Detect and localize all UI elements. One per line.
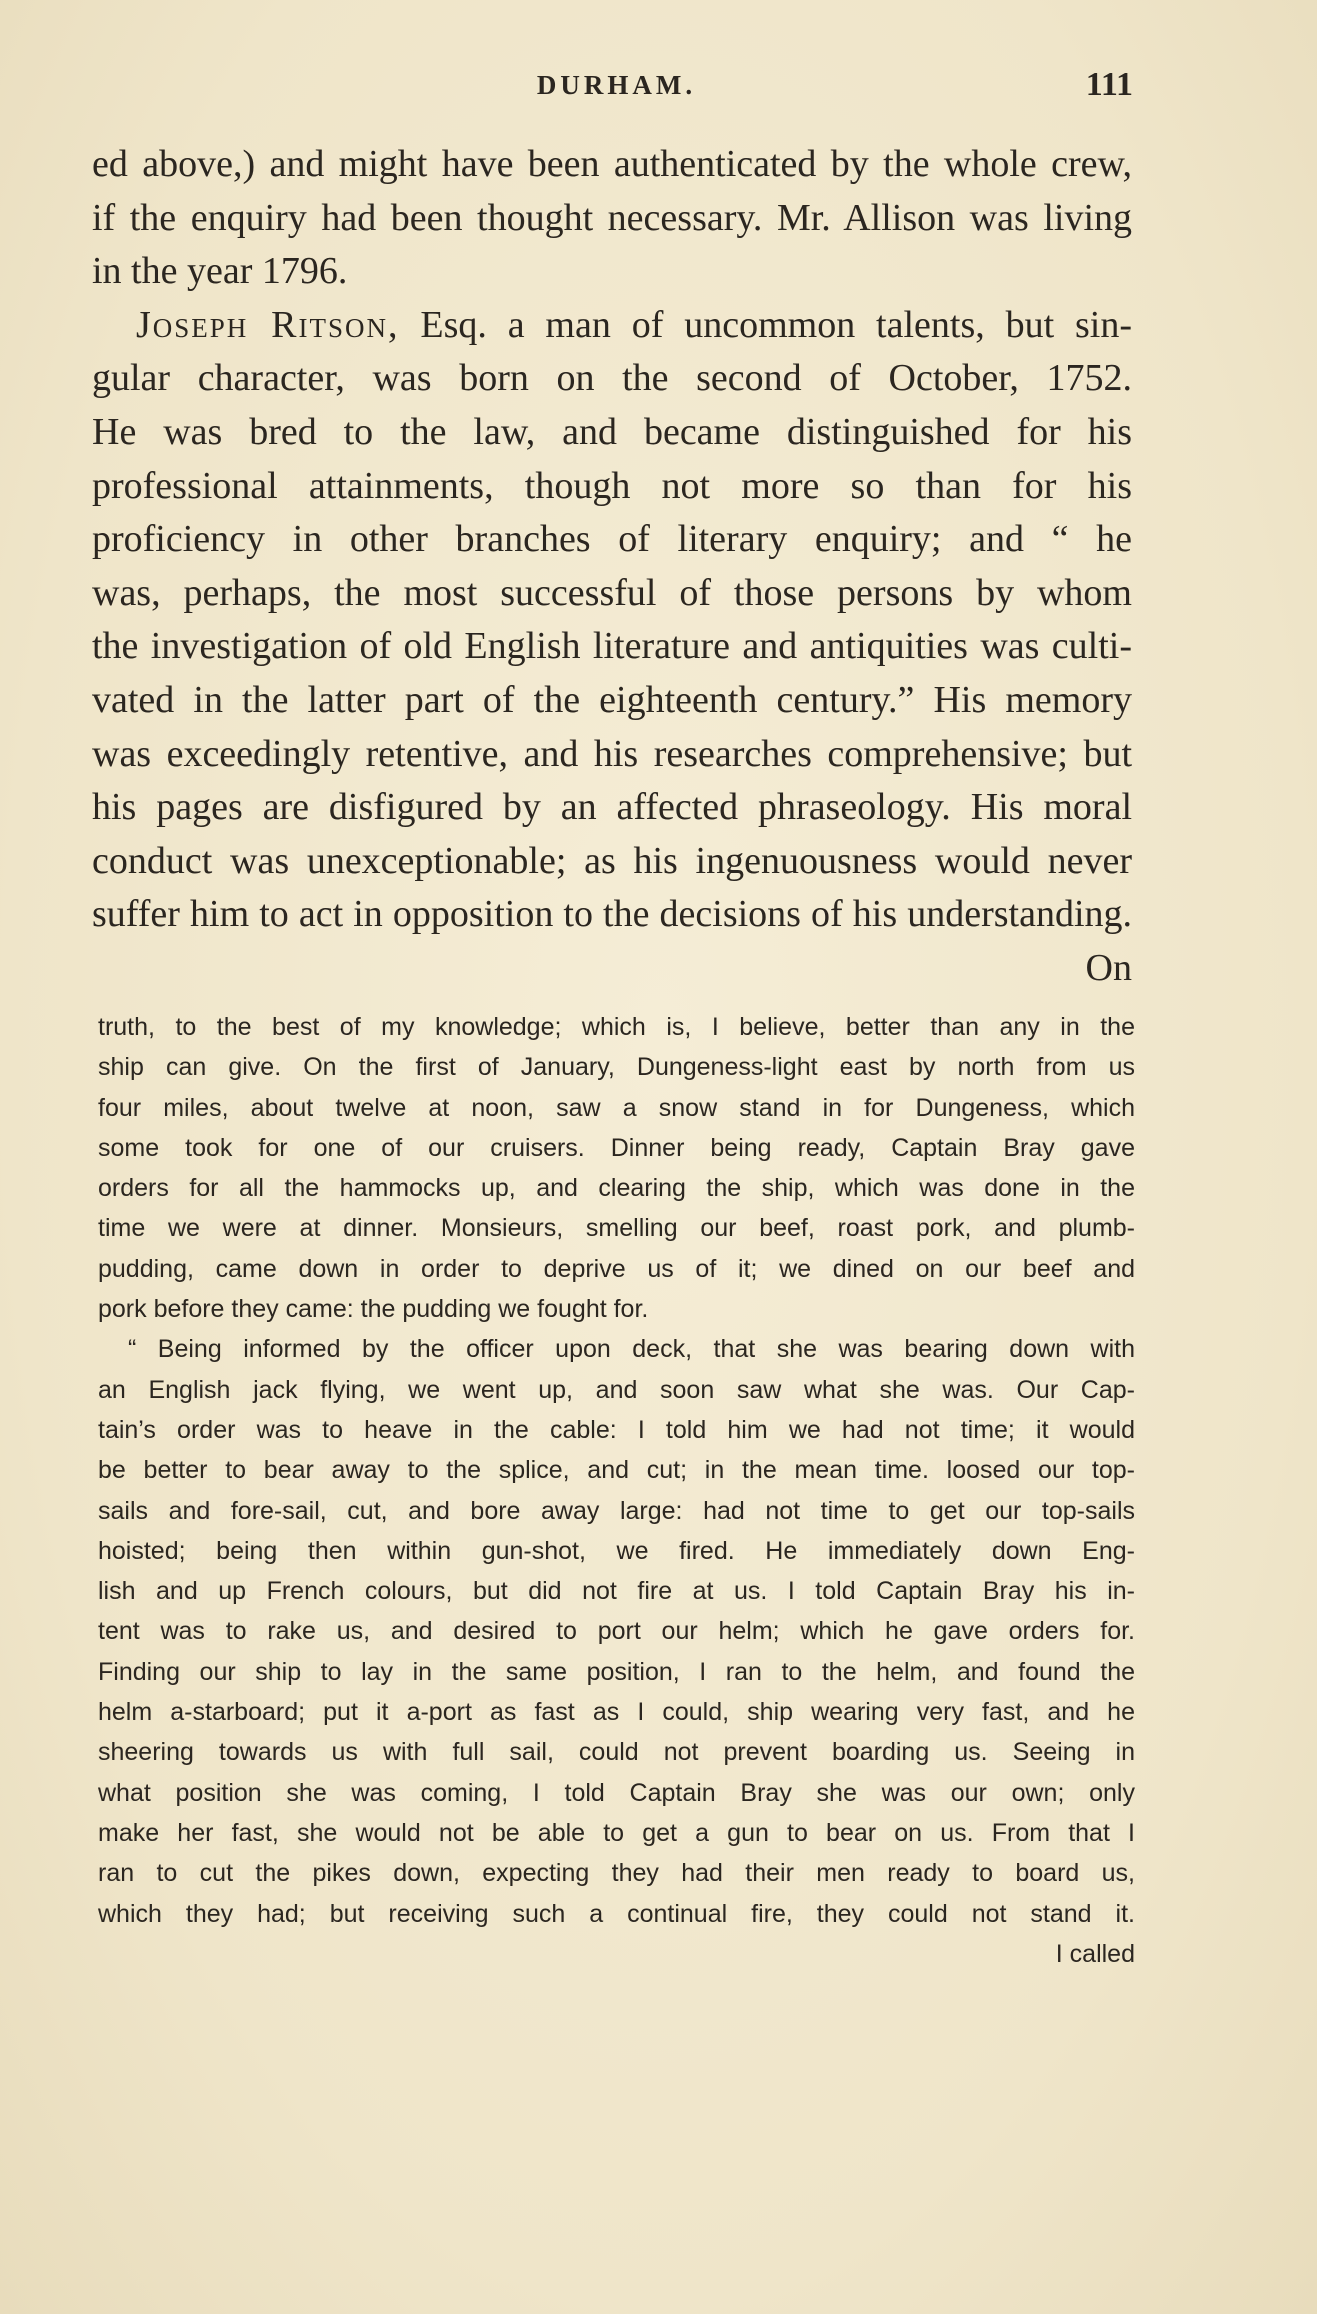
footnote-line: “ Being informed by the officer upon deck, that she was bearing down with	[128, 1335, 1135, 1364]
main-text-line-rest: Esq. a man of uncommon talents, but sin-	[399, 303, 1132, 346]
footnote-line: four miles, about twelve at noon, saw a snow stand in for Dungeness, which	[98, 1093, 1135, 1122]
footnote-line: which they had; but receiving such a continual fire, they could not stand it.	[98, 1899, 1135, 1928]
footnote-line: sheering towards us with full sail, could not prevent boarding us. Seeing in	[98, 1738, 1135, 1767]
footnote-line: Finding our ship to lay in the same position, I ran to the helm, and found the	[98, 1657, 1135, 1686]
main-text-line: professional attainments, though not more so than for his	[92, 464, 1132, 507]
main-text-line: ed above,) and might have been authenticated by the whole crew,	[92, 143, 1132, 185]
footnote-line: pork before they came: the pudding we fought for.	[98, 1295, 649, 1324]
main-text-line: vated in the latter part of the eighteenth century.” His memory	[92, 678, 1132, 721]
main-text-line: the investigation of old English literature and antiquities was culti-	[92, 625, 1132, 668]
running-head	[100, 66, 1133, 110]
person-name-ritson: Joseph Ritson,	[136, 303, 400, 346]
footnote-line: make her fast, she would not be able to get a gun to bear on us. From that I	[98, 1818, 1135, 1847]
footnote-line: ran to cut the pikes down, expecting they had their men ready to board us,	[98, 1859, 1135, 1888]
footnote-line: orders for all the hammocks up, and clearing the ship, which was done in the	[98, 1174, 1135, 1203]
footnote-line: what position she was coming, I told Captain Bray she was our own; only	[98, 1778, 1135, 1807]
footnote-catchword: I called	[1055, 1939, 1135, 1968]
main-text-line: in the year 1796.	[92, 250, 348, 293]
page-number: 111	[1085, 66, 1133, 103]
main-text-line: if the enquiry had been thought necessary. Mr. Allison was living	[92, 196, 1132, 239]
footnote-line: an English jack flying, we went up, and soon saw what she was. Our Cap-	[98, 1375, 1135, 1404]
footnote-line: truth, to the best of my knowledge; which is, I believe, better than any in the	[98, 1013, 1135, 1041]
main-text-line: conduct was unexceptionable; as his ingenuousness would never	[92, 839, 1132, 882]
main-text-block	[92, 138, 1132, 996]
footnote-block	[98, 1007, 1135, 1974]
catchword: On	[1085, 946, 1132, 989]
footnote-line: hoisted; being then within gun-shot, we fired. He immediately down Eng-	[98, 1536, 1135, 1565]
main-text-line: gular character, was born on the second of October, 1752.	[92, 357, 1132, 400]
footnote-line: pudding, came down in order to deprive us of it; we dined on our beef and	[98, 1254, 1135, 1283]
main-text-line	[92, 299, 1132, 353]
main-text-line: proficiency in other branches of literary enquiry; and “ he	[92, 518, 1132, 561]
running-head-title: DURHAM.	[536, 70, 697, 100]
footnote-line: some took for one of our cruisers. Dinner being ready, Captain Bray gave	[98, 1133, 1135, 1162]
footnote-line: sails and fore-sail, cut, and bore away large: had not time to get our top-sails	[98, 1496, 1135, 1525]
main-text-line: was, perhaps, the most successful of those persons by whom	[92, 571, 1132, 614]
footnote-line: helm a-starboard; put it a-port as fast as I could, ship wearing very fast, and he	[98, 1698, 1135, 1727]
footnote-line: time we were at dinner. Monsieurs, smelling our beef, roast pork, and plumb-	[98, 1214, 1135, 1243]
main-text-line: was exceedingly retentive, and his researches comprehensive; but	[92, 732, 1132, 775]
main-text-line: He was bred to the law, and became distinguished for his	[92, 410, 1132, 453]
footnote-line: be better to bear away to the splice, and cut; in the mean time. loosed our top-	[98, 1456, 1135, 1485]
main-text-line: his pages are disfigured by an affected phraseology. His moral	[92, 786, 1132, 829]
footnote-line: tent was to rake us, and desired to port our helm; which he gave orders for.	[98, 1617, 1135, 1646]
footnote-line: lish and up French colours, but did not fire at us. I told Captain Bray his in-	[98, 1577, 1135, 1606]
main-text-line: suffer him to act in opposition to the decisions of his understanding.	[92, 893, 1132, 936]
footnote-line: tain’s order was to heave in the cable: I told him we had not time; it would	[98, 1415, 1135, 1444]
footnote-line: ship can give. On the first of January, Dungeness-light east by north from us	[98, 1053, 1135, 1082]
